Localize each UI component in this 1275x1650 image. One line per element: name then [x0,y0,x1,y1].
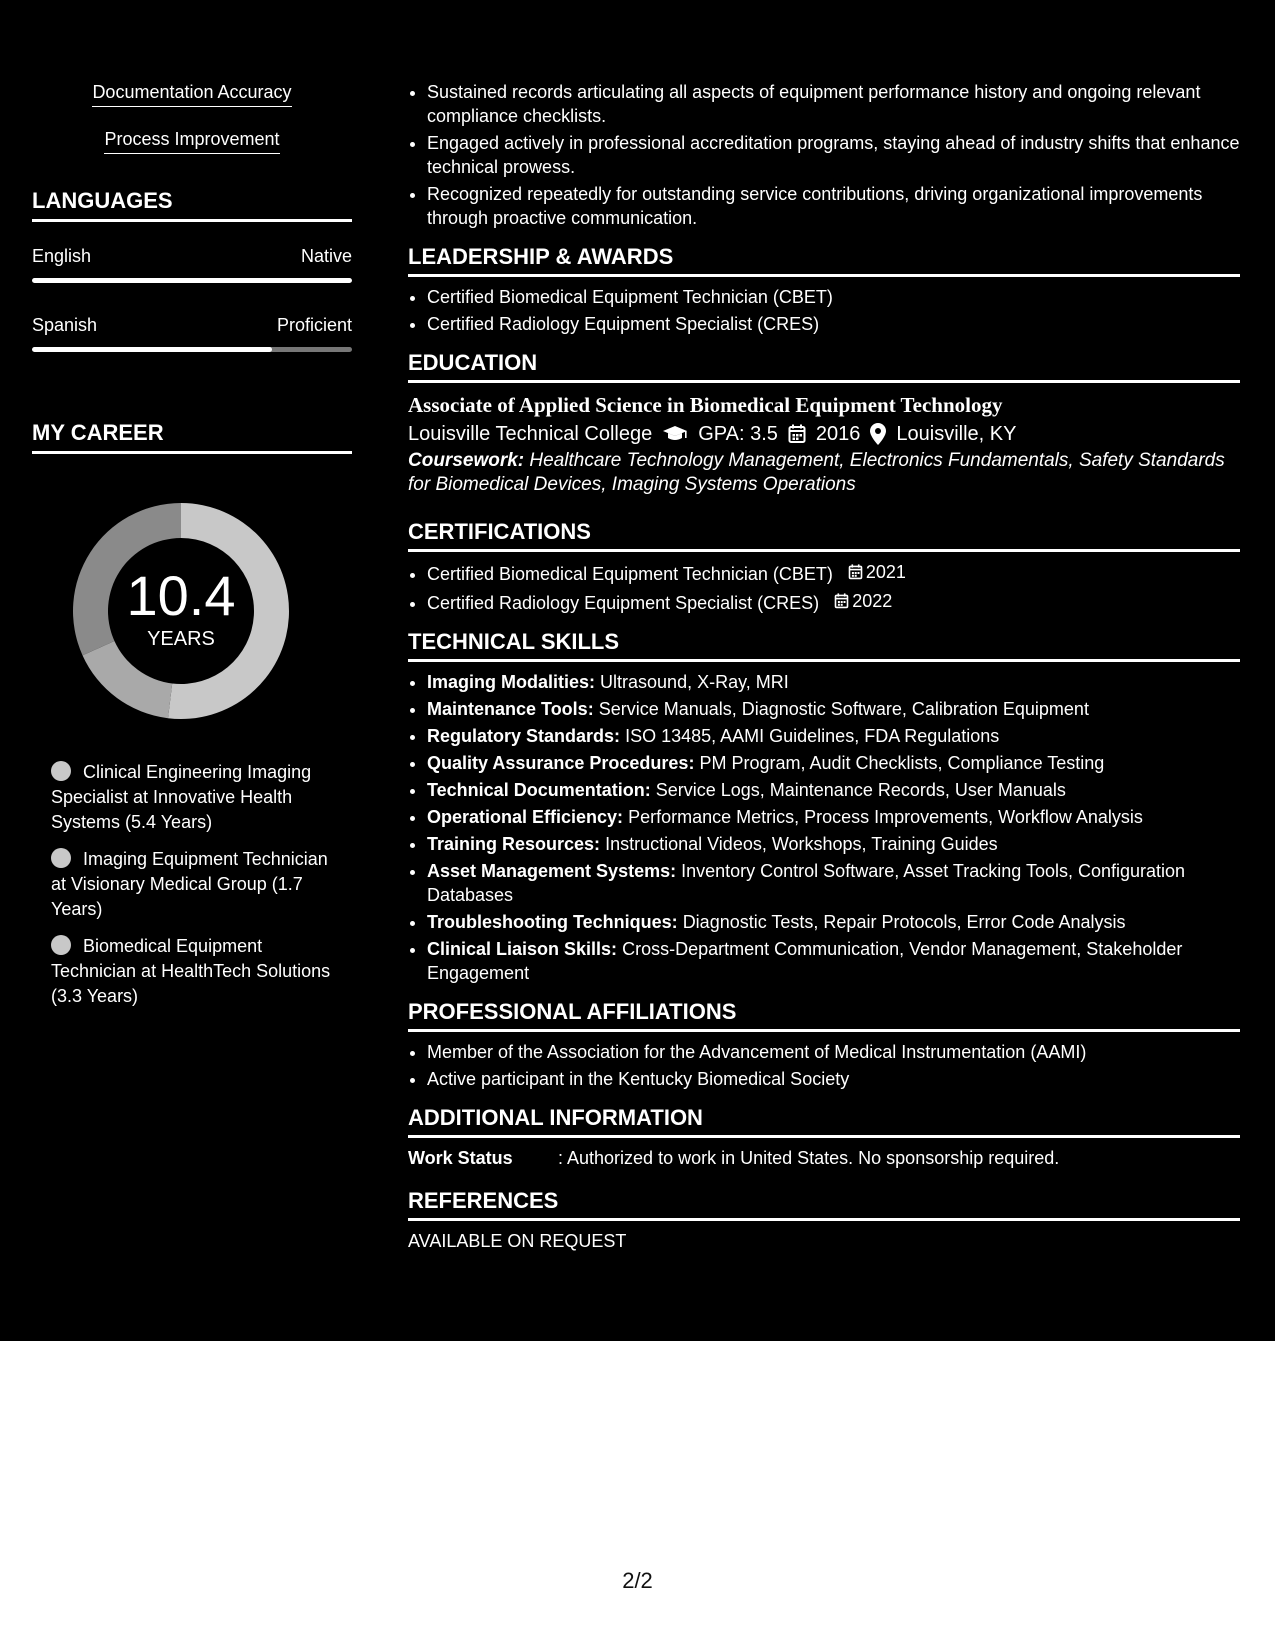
skill-key: Regulatory Standards: [427,726,621,746]
list-item [427,859,1240,907]
section-heading: PROFESSIONAL AFFILIATIONS [408,999,1240,1032]
list-item: • Recognized repeatedly for outstanding service contributions, driving organizational improvements through proactive communication. [427,182,1240,230]
language-bar-fill [32,347,272,352]
education-school: Louisville Technical College [408,423,653,445]
additional-info-section [408,1105,1240,1170]
career-job [51,934,336,1009]
language-bar [32,278,352,283]
skill-key: Maintenance Tools: [427,699,594,719]
list-item [427,778,1240,802]
language-name: Spanish [32,315,98,335]
skill-value: Ultrasound, X-Ray, MRI [600,672,789,692]
section-heading: CERTIFICATIONS [408,519,1240,552]
bullet-dot-icon [51,761,71,781]
strength-item: Process Improvement [104,127,279,154]
section-heading: TECHNICAL SKILLS [408,629,1240,662]
skill-key: Quality Assurance Procedures: [427,753,695,773]
bullet-dot-icon [51,935,71,955]
language-bar-fill [32,278,352,283]
section-heading: ADDITIONAL INFORMATION [408,1105,1240,1138]
experience-bullets [408,80,1240,230]
career-job [51,847,336,922]
list-item [427,724,1240,748]
work-status-row [408,1146,1240,1170]
languages-section [32,188,352,352]
skill-value: ISO 13485, AAMI Guidelines, FDA Regulations [625,726,1000,746]
skill-value: Instructional Videos, Workshops, Training Guides [605,834,998,854]
list-item: • Member of the Association for the Advancement of Medical Instrumentation (AAMI) [427,1040,1240,1064]
list-item: • Active participant in the Kentucky Biomedical Society [427,1067,1240,1091]
languages-heading: LANGUAGES [32,188,352,222]
career-heading: MY CAREER [32,420,352,454]
education-degree: Associate of Applied Science in Biomedical Equipment Technology [408,393,1003,417]
section-heading: EDUCATION [408,350,1240,383]
skill-key: Operational Efficiency: [427,807,624,827]
language-bar [32,347,352,352]
skill-key: Technical Documentation: [427,780,651,800]
language-level: Native [300,246,352,266]
skill-key: Asset Management Systems: [427,861,677,881]
coursework-label: Coursework: [408,450,525,471]
list-item [427,832,1240,856]
work-status-value: : Authorized to work in United States. No sponsorship required. [558,1148,1060,1168]
career-job-text: Clinical Engineering Imaging Specialist at Innovative Health Systems (5.4 Years) [51,762,312,832]
language-name: English [32,246,92,266]
page-number: 2/2 [622,1568,653,1593]
calendar-icon [788,424,806,444]
skill-key: Clinical Liaison Skills: [427,939,618,959]
education-gpa: GPA: 3.5 [698,423,778,445]
education-location: Louisville, KY [896,423,1017,445]
list-item [427,697,1240,721]
technical-skills-section [408,629,1240,985]
sidebar [32,80,352,1021]
list-item [427,589,1240,615]
language-row [32,244,352,283]
graduation-cap-icon [662,425,688,443]
list-item: • Certified Radiology Equipment Specialist (CRES) [427,312,1240,336]
career-job [51,760,336,835]
career-donut-segment [83,641,173,718]
strengths-list [32,80,352,154]
references-text: AVAILABLE ON REQUEST [408,1231,627,1251]
affiliations-section [408,999,1240,1091]
certification-name: Certified Radiology Equipment Specialist (CRES) [427,593,820,613]
main-content [408,80,1240,1253]
career-unit: YEARS [147,628,215,650]
certification-year: 2021 [865,562,906,582]
career-jobs [51,760,336,1009]
education-meta [408,419,1240,449]
skill-value: PM Program, Audit Checklists, Compliance Testing [699,753,1105,773]
map-pin-icon [870,423,886,445]
leadership-section [408,244,1240,336]
career-total: 10.4 [126,564,236,627]
list-item [427,670,1240,694]
list-item: • Engaged actively in professional accreditation programs, staying ahead of industry shifts that enhance technical prowess. [427,131,1240,179]
list-item [427,937,1240,985]
references-section [408,1188,1240,1253]
list-item [427,910,1240,934]
list-item [427,805,1240,829]
list-item [427,560,1240,586]
coursework-text: Healthcare Technology Management, Electronics Fundamentals, Safety Standards for Biomedical Devices, Imaging Systems Operations [408,450,1225,495]
skill-value: Performance Metrics, Process Improvements, Workflow Analysis [628,807,1143,827]
certification-name: Certified Biomedical Equipment Technician (CBET) [427,564,833,584]
skill-key: Troubleshooting Techniques: [427,912,678,932]
skill-value: Diagnostic Tests, Repair Protocols, Error Code Analysis [682,912,1126,932]
skill-value: Service Logs, Maintenance Records, User Manuals [655,780,1066,800]
career-section [32,420,352,1009]
career-donut [66,496,296,726]
education-coursework [408,449,1240,497]
list-item: • Sustained records articulating all aspects of equipment performance history and ongoing relevant compliance checklists. [427,80,1240,128]
calendar-icon [848,564,863,580]
education-year: 2016 [815,423,861,445]
skill-key: Training Resources: [427,834,601,854]
skill-value: Service Manuals, Diagnostic Software, Calibration Equipment [598,699,1089,719]
career-job-text: Imaging Equipment Technician at Visionary Medical Group (1.7 Years) [51,849,328,919]
education-section [408,350,1240,497]
certifications-section [408,519,1240,615]
certification-year: 2022 [852,591,893,611]
language-level: Proficient [276,315,352,335]
bullet-dot-icon [51,848,71,868]
skill-value: Inventory Control Software, Asset Tracking Tools, Configuration Databases [427,861,1186,905]
strength-item: Documentation Accuracy [92,80,291,107]
work-status-label: Work Status [408,1148,513,1168]
career-job-text: Biomedical Equipment Technician at HealthTech Solutions (3.3 Years) [51,936,331,1006]
section-heading: LEADERSHIP & AWARDS [408,244,1240,277]
skill-value: Cross-Department Communication, Vendor Management, Stakeholder Engagement [427,939,1183,983]
skill-key: Imaging Modalities: [427,672,596,692]
language-row [32,313,352,352]
list-item: • Certified Biomedical Equipment Technician (CBET) [427,285,1240,309]
section-heading: REFERENCES [408,1188,1240,1221]
calendar-icon [834,593,849,609]
list-item [427,751,1240,775]
